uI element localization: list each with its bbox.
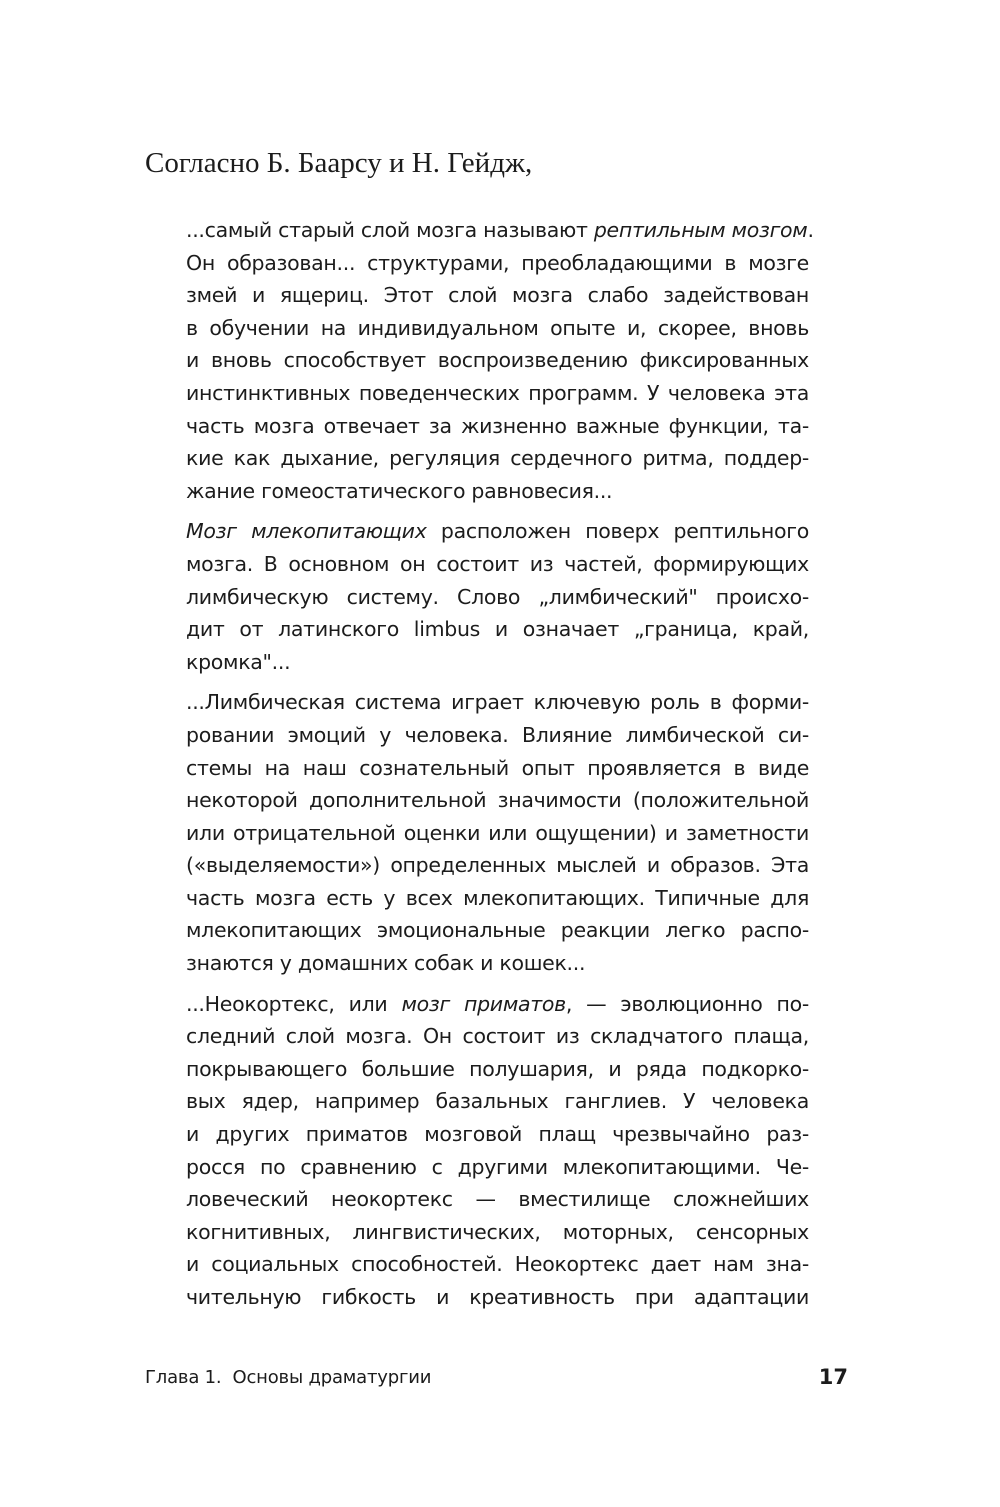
text-line: в обучении на индивидуальном опыте и, скорее, вновь xyxy=(186,315,809,340)
page-number: 17 xyxy=(818,1365,848,1389)
paragraph-neocortex xyxy=(186,988,809,1314)
intro-line: Согласно Б. Баарсу и Н. Гейдж, xyxy=(145,147,533,179)
text-line: кие как дыхание, регуляция сердечного ритма, поддер- xyxy=(186,446,809,471)
text-line: дит от латинского limbus и означает „граница, край, xyxy=(186,617,809,642)
text-line: и вновь способствует воспроизведению фиксированных xyxy=(186,348,809,373)
text-line: ловеческий неокортекс — вместилище сложнейших xyxy=(186,1187,809,1212)
text-line: следний слой мозга. Он состоит из складчатого плаща, xyxy=(186,1024,809,1049)
running-footer-chapter: Глава 1. Основы драматургии xyxy=(145,1367,432,1388)
text-line: часть мозга есть у всех млекопитающих. Типичные для xyxy=(186,885,809,910)
text-line: ...Лимбическая система играет ключевую роль в форми- xyxy=(186,690,809,715)
text-line: ...Неокортекс, или мозг приматов, — эволюционно по- xyxy=(186,991,809,1016)
text-line: когнитивных, лингвистических, моторных, сенсорных xyxy=(186,1219,809,1244)
text-line: чительную гибкость и креативность при адаптации xyxy=(186,1285,809,1309)
text-line: и других приматов мозговой плащ чрезвычайно раз- xyxy=(186,1122,809,1147)
paragraph-reptilian-brain xyxy=(186,214,814,507)
text-line: или отрицательной оценки или ощущении) и заметности xyxy=(186,820,809,845)
text-line: вых ядер, например базальных ганглиев. У человека xyxy=(186,1089,809,1114)
text-line: инстинктивных поведенческих программ. У человека эта xyxy=(186,380,809,405)
text-line: некоторой дополнительной значимости (положительной xyxy=(186,788,809,813)
text-line: («выделяемости») определенных мыслей и образов. Эта xyxy=(186,853,809,878)
text-line: Он образован... структурами, преобладающими в мозге xyxy=(186,250,809,275)
text-line: мозга. В основном он состоит из частей, формирующих xyxy=(186,551,809,576)
text-line: ровании эмоций у человека. Влияние лимбической си- xyxy=(186,722,809,747)
text-line: лимбическую систему. Слово „лимбический" происхо- xyxy=(186,584,809,609)
paragraph-mammalian-brain xyxy=(186,515,809,678)
text-line: росся по сравнению с другими млекопитающими. Че- xyxy=(186,1154,809,1179)
text-line: и социальных способностей. Неокортекс дает нам зна- xyxy=(186,1252,809,1277)
paragraph-limbic-system xyxy=(186,686,809,979)
text-line: часть мозга отвечает за жизненно важные функции, та- xyxy=(186,413,809,438)
italic-term: мозг приматов xyxy=(401,991,566,1016)
text-line: знаются у домашних собак и кошек... xyxy=(186,951,586,976)
text-line: ...самый старый слой мозга называют рептильным мозгом. xyxy=(186,218,814,242)
italic-term: Мозг млекопитающих xyxy=(186,519,427,544)
text-line: Мозг млекопитающих расположен поверх рептильного xyxy=(186,519,809,544)
text-line: млекопитающих эмоциональные реакции легко распо- xyxy=(186,918,809,943)
italic-term: рептильным мозгом xyxy=(593,218,808,242)
text-line: кромка"... xyxy=(186,649,291,674)
quote-block xyxy=(186,214,814,1322)
text-line: змей и ящериц. Этот слой мозга слабо задействован xyxy=(186,283,809,308)
text-line: жание гомеостатического равновесия... xyxy=(186,478,613,503)
text-line: покрывающего большие полушария, и ряда подкорко- xyxy=(186,1056,809,1081)
text-line: стемы на наш сознательный опыт проявляется в виде xyxy=(186,755,809,780)
